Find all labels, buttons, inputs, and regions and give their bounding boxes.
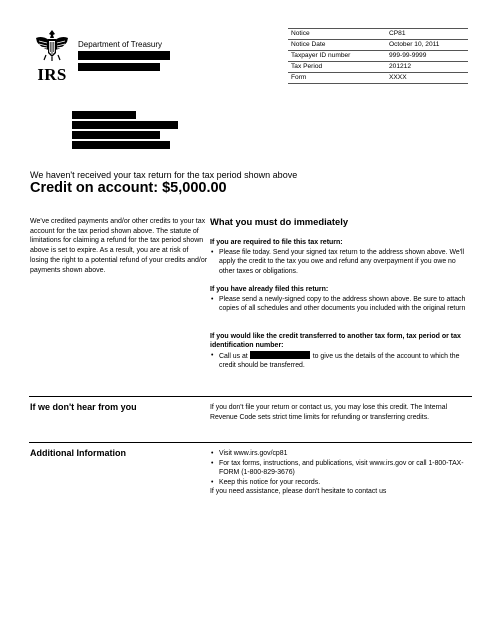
form-value: XXXX — [386, 73, 468, 84]
list-item: • Please send a newly-signed copy to the address shown above. Be sure to attach copies of all schedules and other documents you included with the original return — [210, 295, 472, 314]
list-item: • Visit www.irs.gov/cp81 — [210, 449, 472, 459]
irs-logo-text: IRS — [37, 65, 67, 84]
taxpayer-id-label: Taxpayer ID number — [288, 51, 386, 62]
dont-hear-heading: If we don't hear from you — [30, 402, 137, 412]
additional-info-body — [210, 449, 472, 497]
redacted-phone-number — [250, 351, 310, 359]
redacted-recipient-line — [72, 121, 178, 129]
irs-logo — [32, 28, 72, 84]
assistance-note: If you need assistance, please don't hesitate to contact us — [210, 488, 387, 496]
required-to-file-block — [210, 248, 472, 276]
notice-row — [288, 29, 468, 40]
tax-period-row — [288, 62, 468, 73]
dont-hear-body: If you don't file your return or contact us, you may lose this credit. The Internal Revenue Code sets strict time limits for refunding or transferring credits. — [210, 404, 448, 421]
redacted-recipient-line — [72, 111, 136, 119]
section-divider — [29, 396, 472, 397]
redacted-recipient-line — [72, 141, 170, 149]
redacted-address-line — [78, 51, 170, 60]
notice-info-table — [288, 28, 468, 84]
form-label: Form — [288, 73, 386, 84]
credit-transfer-block — [210, 351, 472, 371]
credit-explanation: We've credited payments and/or other credits to your tax account for the tax period shown above. The statute of limitations for claiming a refund for the tax period shown above is set to expire. As a result, you are at risk of losing the right to a potential refund of your credits and/or payments shown above. — [30, 218, 208, 274]
additional-info-heading: Additional Information — [30, 448, 126, 458]
eagle-icon — [32, 28, 72, 62]
already-filed-heading: If you have already filed this return: — [210, 286, 329, 293]
department-name: Department of Treasury — [78, 40, 163, 49]
call-us-text: Call us at — [219, 353, 248, 360]
required-to-file-heading: If you are required to file this tax return: — [210, 239, 343, 246]
notice-value: CP81 — [386, 29, 468, 40]
notice-date-label: Notice Date — [288, 40, 386, 51]
taxpayer-id-value: 999-99-9999 — [386, 51, 468, 62]
section-divider — [29, 442, 472, 443]
credit-amount-title: Credit on account: $5,000.00 — [30, 180, 227, 196]
already-filed-block — [210, 295, 472, 314]
redacted-address-line — [78, 63, 160, 71]
call-us-details: to give us the details of the account to which the credit should be transferred. — [219, 353, 460, 370]
list-item — [210, 351, 472, 371]
what-to-do-heading: What you must do immediately — [210, 216, 349, 227]
list-item: • Please file today. Send your signed tax return to the address shown above. We'll apply the credit to the tax you owe and refund any overpayment if you owe no other taxes or obligations. — [210, 248, 472, 276]
notice-date-value: October 10, 2011 — [386, 40, 468, 51]
form-row — [288, 73, 468, 84]
notice-label: Notice — [288, 29, 386, 40]
list-item: • For tax forms, instructions, and publications, visit www.irs.gov or call 1-800-TAX-FORM (1-800-829-3676) — [210, 459, 472, 478]
notice-headline: We haven't received your tax return for the tax period shown above — [30, 170, 298, 180]
taxpayer-id-row — [288, 51, 468, 62]
credit-transfer-heading: If you would like the credit transferred to another tax form, tax period or tax identification number: — [210, 333, 461, 350]
tax-period-label: Tax Period — [288, 62, 386, 73]
list-item: • Keep this notice for your records. — [210, 478, 472, 488]
tax-period-value: 201212 — [386, 62, 468, 73]
redacted-recipient-line — [72, 131, 160, 139]
notice-date-row — [288, 40, 468, 51]
